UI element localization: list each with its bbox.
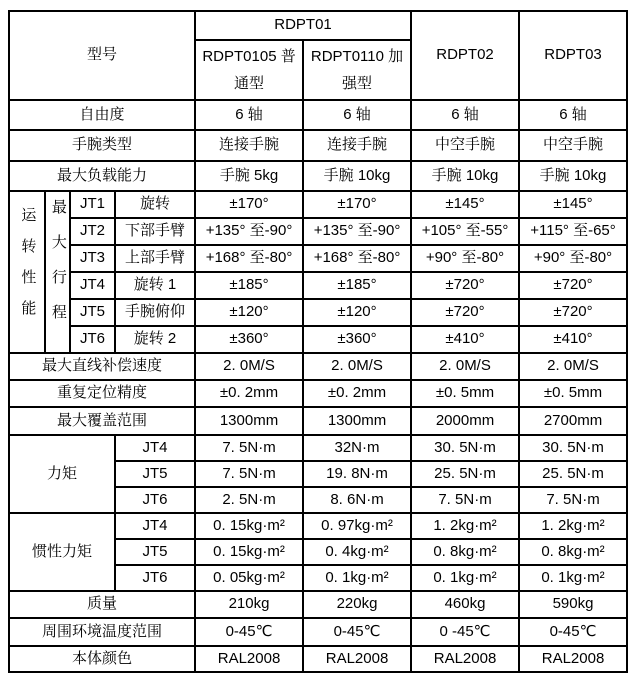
joint-id: JT6 — [70, 326, 115, 353]
header-col-rdpt0110: RDPT0110 加强型 — [303, 40, 411, 100]
max-reach-label: 最大覆盖范围 — [9, 407, 195, 435]
value-cell: ±170° — [195, 191, 303, 218]
header-col-rdpt0105: RDPT0105 普通型 — [195, 40, 303, 100]
value-cell: 1300mm — [303, 407, 411, 435]
value-cell: 25. 5N·m — [411, 461, 519, 487]
motion-performance-label — [9, 191, 45, 353]
value-cell: ±170° — [303, 191, 411, 218]
value-cell: ±145° — [411, 191, 519, 218]
joint-id: JT4 — [115, 435, 195, 461]
joint-id: JT5 — [70, 299, 115, 326]
value-cell: ±410° — [411, 326, 519, 353]
value-cell: 2. 5N·m — [195, 487, 303, 513]
value-cell: ±720° — [411, 272, 519, 299]
value-cell: 8. 6N·m — [303, 487, 411, 513]
value-cell: 手腕 10kg — [411, 161, 519, 191]
value-cell: RAL2008 — [519, 646, 627, 672]
value-cell: 手腕 10kg — [303, 161, 411, 191]
value-cell: ±120° — [195, 299, 303, 326]
value-cell: 220kg — [303, 591, 411, 618]
row-max-reach — [9, 407, 627, 435]
value-cell: 中空手腕 — [519, 130, 627, 161]
value-cell: 2000mm — [411, 407, 519, 435]
value-cell: 6 轴 — [195, 100, 303, 130]
motion-performance-text: 运转性能 — [19, 207, 37, 332]
value-cell: 2700mm — [519, 407, 627, 435]
row-dof — [9, 100, 627, 130]
joint-id: JT3 — [70, 245, 115, 272]
inertia-label: 惯性力矩 — [9, 513, 115, 591]
row-inertia-jt4 — [9, 513, 627, 539]
row-jt5 — [9, 299, 627, 326]
value-cell: 手腕 5kg — [195, 161, 303, 191]
max-travel-text: 最大行程 — [49, 199, 67, 340]
value-cell: ±120° — [303, 299, 411, 326]
dof-label: 自由度 — [9, 100, 195, 130]
joint-id: JT6 — [115, 487, 195, 513]
value-cell: ±185° — [303, 272, 411, 299]
value-cell: ±0. 2mm — [195, 380, 303, 407]
value-cell: RAL2008 — [303, 646, 411, 672]
value-cell: 2. 0M/S — [519, 353, 627, 380]
value-cell: 2. 0M/S — [195, 353, 303, 380]
value-cell: 7. 5N·m — [411, 487, 519, 513]
row-ambient-temp — [9, 618, 627, 646]
joint-desc: 旋转 — [115, 191, 195, 218]
value-cell: 210kg — [195, 591, 303, 618]
joint-id: JT5 — [115, 461, 195, 487]
value-cell: ±720° — [411, 299, 519, 326]
joint-id: JT1 — [70, 191, 115, 218]
row-torque-jt4 — [9, 435, 627, 461]
max-payload-label: 最大负载能力 — [9, 161, 195, 191]
repeatability-label: 重复定位精度 — [9, 380, 195, 407]
joint-desc: 手腕俯仰 — [115, 299, 195, 326]
value-cell: 7. 5N·m — [195, 435, 303, 461]
value-cell: 0-45℃ — [519, 618, 627, 646]
value-cell: +90° 至-80° — [519, 245, 627, 272]
value-cell: RAL2008 — [195, 646, 303, 672]
row-max-linear-speed — [9, 353, 627, 380]
header-group-rdpt01: RDPT01 — [195, 11, 411, 40]
value-cell: ±720° — [519, 299, 627, 326]
value-cell: 0. 1kg·m² — [411, 565, 519, 591]
row-repeatability — [9, 380, 627, 407]
value-cell: +168° 至-80° — [195, 245, 303, 272]
value-cell: ±720° — [519, 272, 627, 299]
value-cell: RAL2008 — [411, 646, 519, 672]
row-jt1 — [9, 191, 627, 218]
header-col-rdpt02: RDPT02 — [411, 11, 519, 100]
value-cell: ±0. 5mm — [519, 380, 627, 407]
value-cell: 0. 15kg·m² — [195, 513, 303, 539]
value-cell: +115° 至-65° — [519, 218, 627, 245]
value-cell: 手腕 10kg — [519, 161, 627, 191]
value-cell: 1. 2kg·m² — [519, 513, 627, 539]
joint-id: JT2 — [70, 218, 115, 245]
value-cell: 30. 5N·m — [411, 435, 519, 461]
model-header-cell: 型号 — [9, 11, 195, 100]
row-jt3 — [9, 245, 627, 272]
value-cell: +105° 至-55° — [411, 218, 519, 245]
value-cell: 30. 5N·m — [519, 435, 627, 461]
joint-id: JT4 — [70, 272, 115, 299]
value-cell: 590kg — [519, 591, 627, 618]
value-cell: 0. 05kg·m² — [195, 565, 303, 591]
value-cell: ±410° — [519, 326, 627, 353]
value-cell: 7. 5N·m — [195, 461, 303, 487]
header-row-1 — [9, 11, 627, 40]
value-cell: 460kg — [411, 591, 519, 618]
value-cell: 0. 97kg·m² — [303, 513, 411, 539]
value-cell: 6 轴 — [411, 100, 519, 130]
value-cell: 25. 5N·m — [519, 461, 627, 487]
value-cell: 0. 8kg·m² — [519, 539, 627, 565]
value-cell: 2. 0M/S — [411, 353, 519, 380]
value-cell: ±360° — [303, 326, 411, 353]
value-cell: 19. 8N·m — [303, 461, 411, 487]
row-mass — [9, 591, 627, 618]
value-cell: 6 轴 — [303, 100, 411, 130]
value-cell: 0-45℃ — [195, 618, 303, 646]
value-cell: 0. 8kg·m² — [411, 539, 519, 565]
row-max-payload — [9, 161, 627, 191]
wrist-type-label: 手腕类型 — [9, 130, 195, 161]
header-col-rdpt03: RDPT03 — [519, 11, 627, 100]
value-cell: 中空手腕 — [411, 130, 519, 161]
value-cell: 连接手腕 — [303, 130, 411, 161]
value-cell: 0. 15kg·m² — [195, 539, 303, 565]
value-cell: 0. 1kg·m² — [519, 565, 627, 591]
value-cell: +168° 至-80° — [303, 245, 411, 272]
value-cell: ±0. 5mm — [411, 380, 519, 407]
joint-desc: 旋转 2 — [115, 326, 195, 353]
joint-id: JT5 — [115, 539, 195, 565]
value-cell: ±185° — [195, 272, 303, 299]
value-cell: 0 -45℃ — [411, 618, 519, 646]
row-jt2 — [9, 218, 627, 245]
value-cell: 0. 4kg·m² — [303, 539, 411, 565]
joint-id: JT6 — [115, 565, 195, 591]
max-linear-speed-label: 最大直线补偿速度 — [9, 353, 195, 380]
value-cell: 7. 5N·m — [519, 487, 627, 513]
value-cell: 连接手腕 — [195, 130, 303, 161]
row-jt4 — [9, 272, 627, 299]
value-cell: 32N·m — [303, 435, 411, 461]
joint-desc: 旋转 1 — [115, 272, 195, 299]
value-cell: 6 轴 — [519, 100, 627, 130]
row-jt6 — [9, 326, 627, 353]
joint-desc: 下部手臂 — [115, 218, 195, 245]
joint-id: JT4 — [115, 513, 195, 539]
row-body-color — [9, 646, 627, 672]
torque-label: 力矩 — [9, 435, 115, 513]
value-cell: 2. 0M/S — [303, 353, 411, 380]
value-cell: 1300mm — [195, 407, 303, 435]
value-cell: 1. 2kg·m² — [411, 513, 519, 539]
value-cell: 0. 1kg·m² — [303, 565, 411, 591]
value-cell: +90° 至-80° — [411, 245, 519, 272]
value-cell: +135° 至-90° — [303, 218, 411, 245]
robot-spec-table — [8, 10, 628, 673]
ambient-temp-label: 周围环境温度范围 — [9, 618, 195, 646]
mass-label: 质量 — [9, 591, 195, 618]
max-travel-label — [45, 191, 70, 353]
value-cell: ±360° — [195, 326, 303, 353]
row-wrist-type — [9, 130, 627, 161]
joint-desc: 上部手臂 — [115, 245, 195, 272]
value-cell: ±0. 2mm — [303, 380, 411, 407]
value-cell: +135° 至-90° — [195, 218, 303, 245]
value-cell: 0-45℃ — [303, 618, 411, 646]
value-cell: ±145° — [519, 191, 627, 218]
body-color-label: 本体颜色 — [9, 646, 195, 672]
